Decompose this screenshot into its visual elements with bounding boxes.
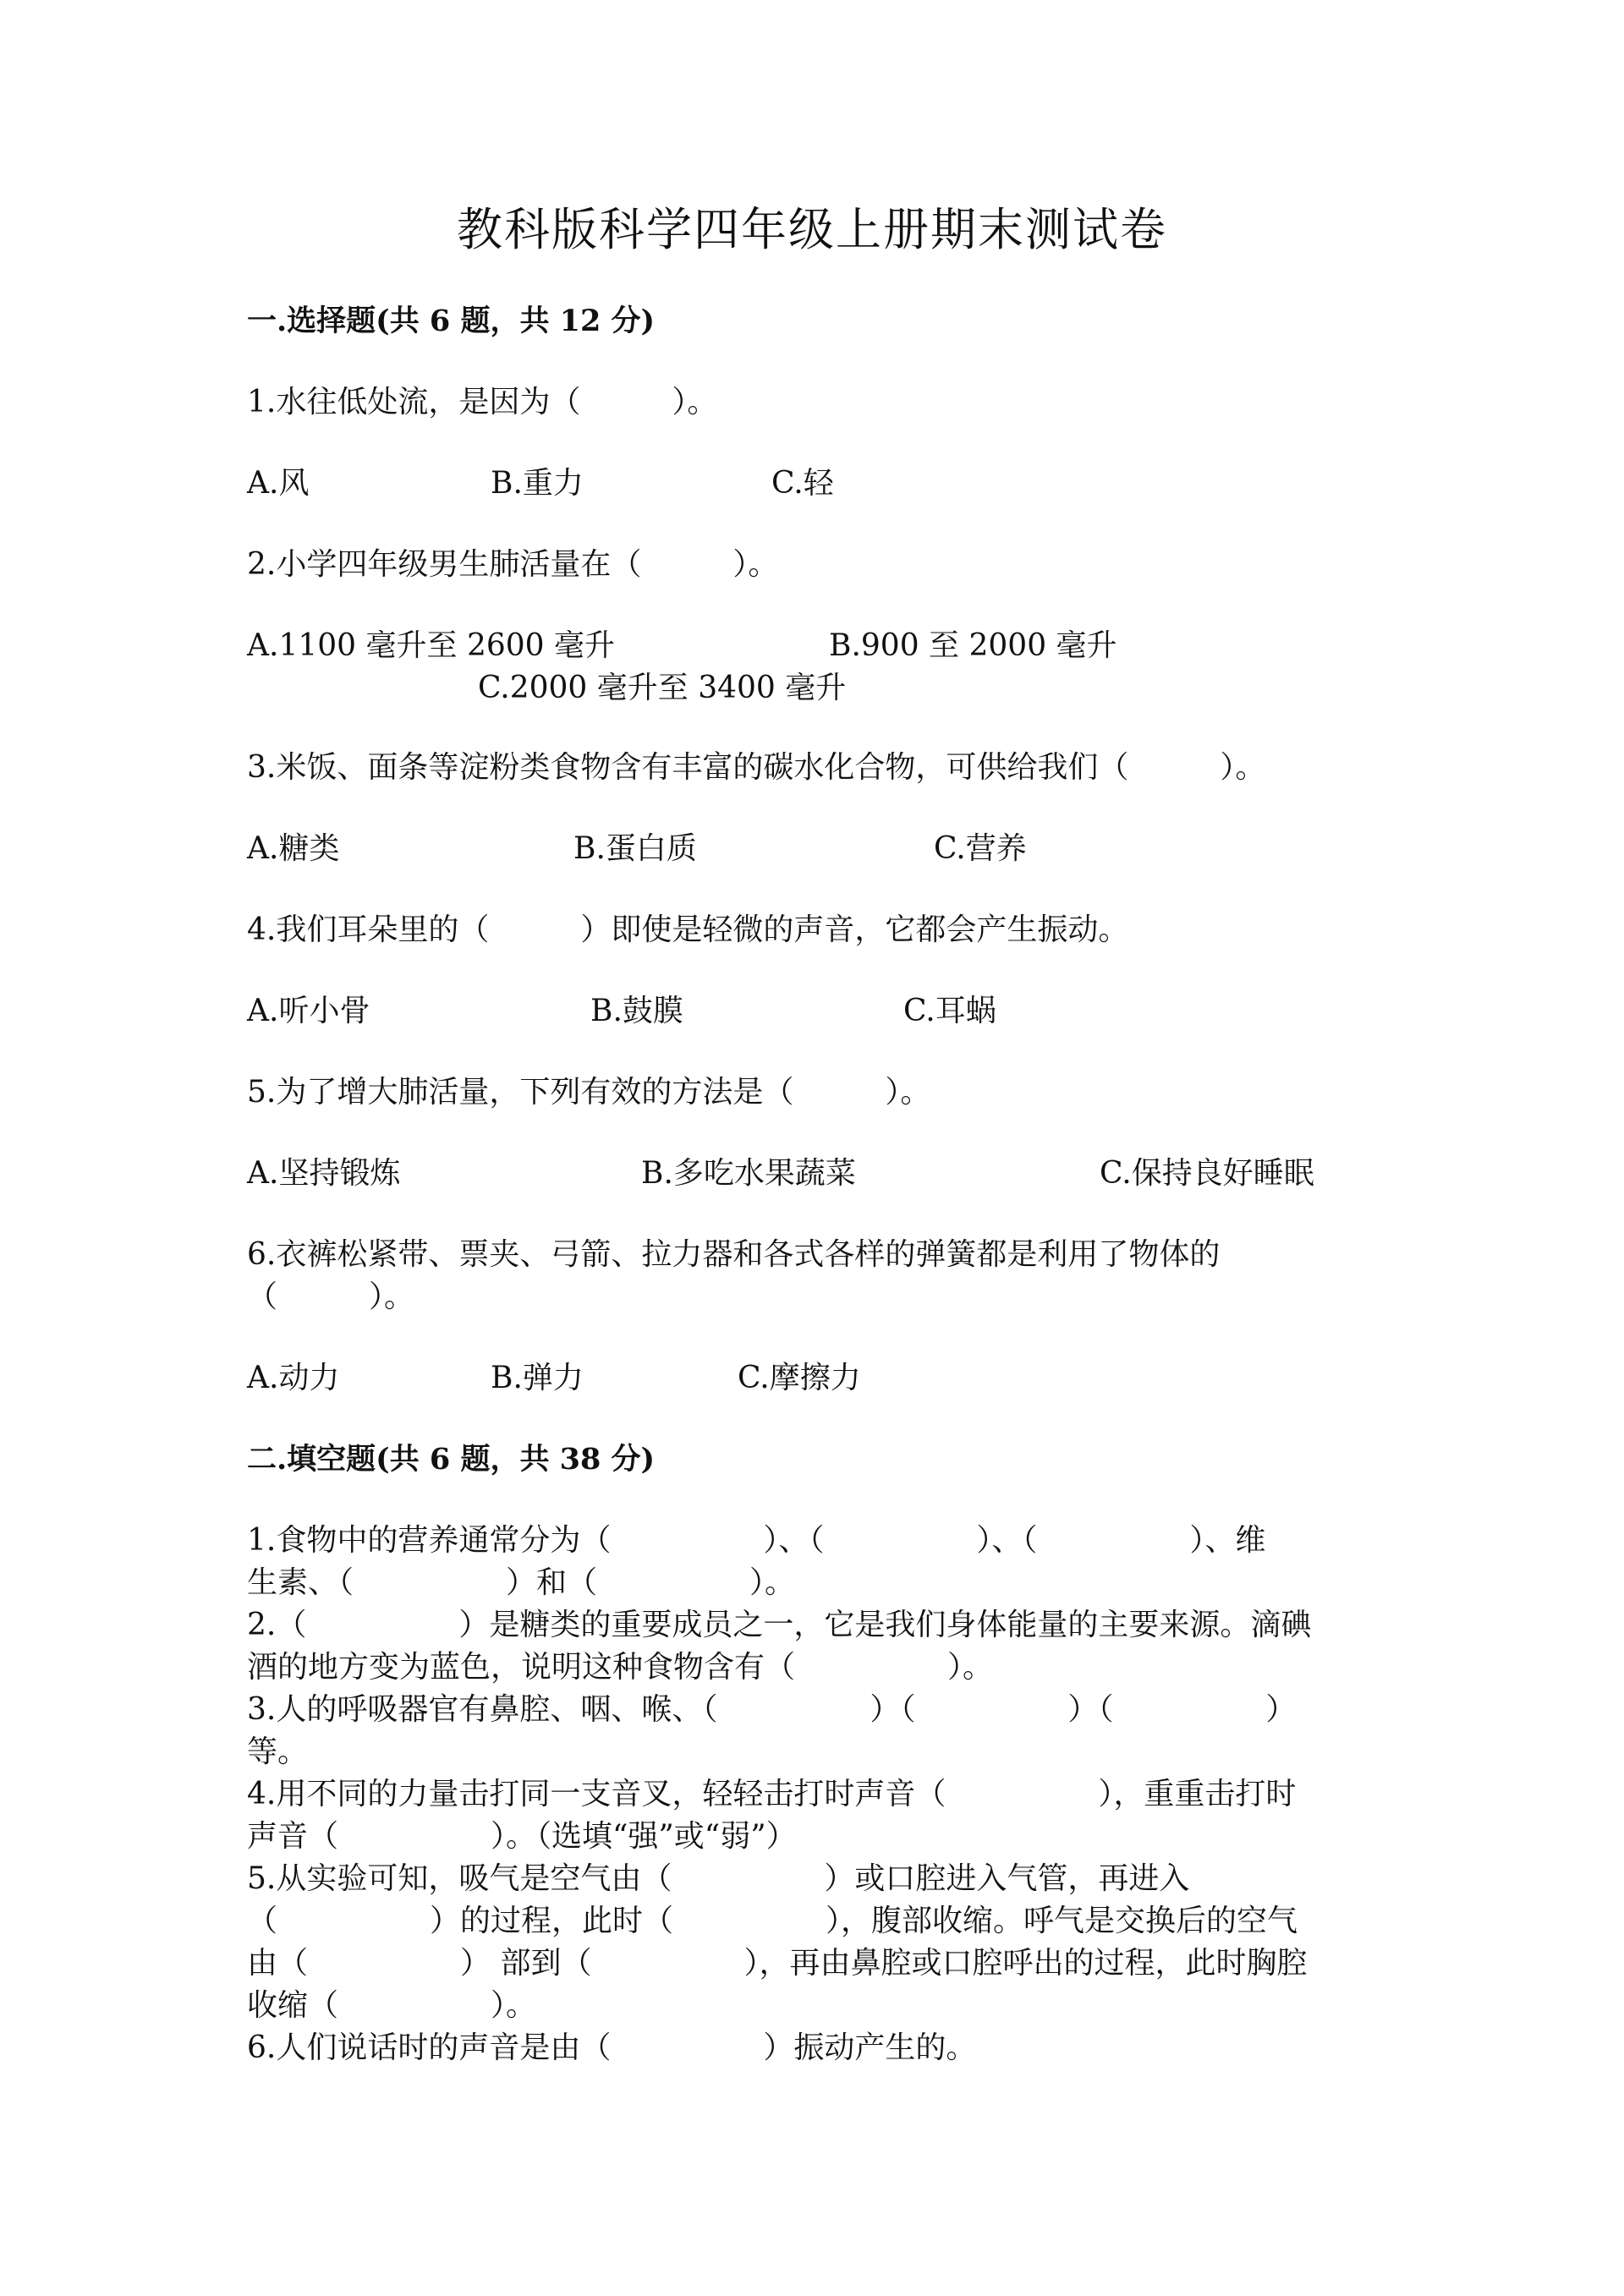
fill-blank-line: 5.从实验可知，吸气是空气由（ ）或口腔进入气管，再进入 <box>247 1861 1190 1896</box>
fill-blank-line: 声音（ ）。（选填“强”或“弱”） <box>247 1819 797 1854</box>
option-c: C.2000 毫升至 3400 毫升 <box>478 671 847 705</box>
option-c: C.保持良好睡眠 <box>1100 1156 1314 1191</box>
page-title: 教科版科学四年级上册期末测试卷 <box>457 203 1167 256</box>
option-a: A.风 <box>247 466 310 501</box>
option-c: C.摩擦力 <box>738 1361 861 1395</box>
option-b: B.弹力 <box>491 1361 584 1395</box>
option-a: A.听小骨 <box>247 994 370 1028</box>
question-stem: 2.小学四年级男生肺活量在（ ）。 <box>247 547 779 582</box>
section-heading-fill-blank: 二.填空题(共 6 题，共 38 分) <box>247 1442 656 1477</box>
question-stem-continued: （ ）。 <box>247 1280 415 1314</box>
section-heading-choice: 一.选择题(共 6 题，共 12 分) <box>247 304 656 338</box>
option-a: A.糖类 <box>247 831 340 866</box>
fill-blank-line: 等。 <box>247 1734 309 1769</box>
fill-blank-line: 2.（ ）是糖类的重要成员之一，它是我们身体能量的主要来源。滴碘 <box>247 1608 1312 1642</box>
option-a: A.1100 毫升至 2600 毫升 <box>247 628 616 663</box>
fill-blank-line: 收缩（ ）。 <box>247 1988 537 2023</box>
option-b: B.蛋白质 <box>573 831 697 866</box>
fill-blank-line: 生素、（ ）和（ ）。 <box>247 1565 796 1600</box>
option-a: A.动力 <box>247 1361 340 1395</box>
option-b: B.重力 <box>491 466 584 501</box>
question-stem: 6.衣裤松紧带、票夹、弓箭、拉力器和各式各样的弹簧都是利用了物体的 <box>247 1237 1221 1272</box>
option-b: B.多吃水果蔬菜 <box>641 1156 856 1191</box>
fill-blank-line: （ ）的过程，此时（ ），腹部收缩。呼气是交换后的空气 <box>247 1904 1298 1938</box>
fill-blank-line: 4.用不同的力量击打同一支音叉，轻轻击打时声音（ ），重重击打时 <box>247 1777 1297 1811</box>
fill-blank-line: 3.人的呼吸器官有鼻腔、咽、喉、（ ）（ ）（ ） <box>247 1692 1297 1727</box>
option-a: A.坚持锻炼 <box>247 1156 401 1191</box>
fill-blank-line: 1.食物中的营养通常分为（ ）、（ ）、（ ）、维 <box>247 1523 1266 1558</box>
question-stem: 4.我们耳朵里的（ ）即使是轻微的声音，它都会产生振动。 <box>247 912 1129 947</box>
question-stem: 3.米饭、面条等淀粉类食物含有丰富的碳水化合物，可供给我们（ ）。 <box>247 750 1266 785</box>
question-stem: 1.水往低处流，是因为（ ）。 <box>247 385 718 419</box>
option-c: C.耳蜗 <box>903 994 996 1028</box>
option-b: B.900 至 2000 毫升 <box>829 628 1117 663</box>
option-c: C.营养 <box>934 831 1027 866</box>
option-b: B.鼓膜 <box>590 994 683 1028</box>
fill-blank-line: 6.人们说话时的声音是由（ ）振动产生的。 <box>247 2030 977 2065</box>
fill-blank-line: 酒的地方变为蓝色，说明这种食物含有（ ）。 <box>247 1650 994 1685</box>
question-stem: 5.为了增大肺活量，下列有效的方法是（ ）。 <box>247 1075 931 1110</box>
option-c: C.轻 <box>771 466 834 501</box>
fill-blank-line: 由（ ） 部到（ ），再由鼻腔或口腔呼出的过程，此时胸腔 <box>247 1946 1308 1981</box>
